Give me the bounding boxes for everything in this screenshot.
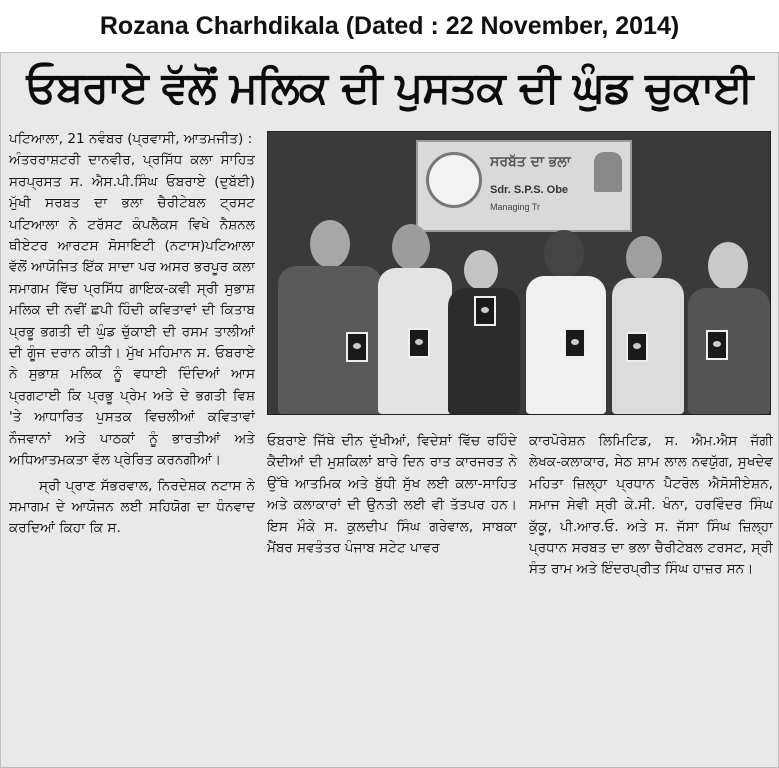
trust-logo-icon xyxy=(426,152,482,208)
person-figure xyxy=(522,230,608,414)
masthead xyxy=(0,0,779,52)
masthead-title: Rozana Charhdikala (Dated : 22 November, 2014) xyxy=(99,11,680,40)
person-figure xyxy=(272,220,384,414)
article-column-left xyxy=(9,129,255,763)
person-figure xyxy=(444,250,524,414)
photo-banner xyxy=(416,140,632,232)
person-figure xyxy=(374,224,454,414)
person-figure xyxy=(684,242,770,414)
article-headline: ਓਬਰਾਏ ਵੱਲੋਂ ਮਲਿਕ ਦੀ ਪੁਸਤਕ ਦੀ ਘੁੰਡ ਚੁਕਾਈ xyxy=(26,63,753,113)
banner-role: Managing Tr xyxy=(490,202,541,212)
article-dateline: ਪਟਿਆਲਾ, 21 ਨਵੰਬਰ (ਪ੍ਰਵਾਸੀ, ਆਤਮਜੀਤ) : xyxy=(9,131,253,147)
article-paragraph: ਸ੍ਰੀ ਪ੍ਰਾਣ ਸੱਭਰਵਾਲ, ਨਿਰਦੇਸ਼ਕ ਨਟਾਸ ਨੇ ਸਮਾਗਮ ਦੇ ਆਯੋਜਨ ਲਈ ਸਹਿਯੋਗ ਦਾ ਧੰਨਵਾਦ ਕਰਦਿਆਂ ਕਿਹਾ ਕਿ ਸ. xyxy=(9,477,255,537)
person-figure xyxy=(608,236,686,414)
banner-title: ਸਰਬੱਤ ਦਾ ਭਲਾ xyxy=(490,154,571,170)
article-column-middle xyxy=(267,431,517,661)
banner-name: Sdr. S.P.S. Obe xyxy=(490,184,569,196)
event-photo xyxy=(267,131,771,415)
article-paragraph: ਓਬਰਾਏ ਜਿੱਥੇ ਦੀਨ ਦੁੱਖੀਆਂ, ਵਿਦੇਸ਼ਾਂ ਵਿੱਚ ਰਹਿੰਦੇ ਕੈਦੀਆਂ ਦੀ ਮੁਸ਼ਕਿਲਾਂ ਬਾਰੇ ਦਿਨ ਰਾਤ ਕਾਰਜਰਤ ਨੇ ਉੱਥੇ ਆਤਮਿਕ ਅਤੇ ਬੁੱਧੀ ਸੁੱਖ ਲਈ ਕਲਾ-ਸਾਹਿਤ ਅਤੇ ਕਲਾਕਾਰਾਂ ਦੀ ਉਨਤੀ ਲਈ ਵੀ ਤੱਤਪਰ ਹਨ। ਇਸ ਮੌਕੇ ਸ. ਕੁਲਦੀਪ ਸਿੰਘ ਗਰੇਵਾਲ, ਸਾਬਕਾ ਮੈਂਬਰ ਸਵਤੰਤਰ ਪੰਜਾਬ ਸਟੇਟ ਪਾਵਰ xyxy=(267,433,517,557)
banner-portrait xyxy=(594,152,622,192)
article-paragraph: ਅੰਤਰਰਾਸ਼ਟਰੀ ਦਾਨਵੀਰ, ਪ੍ਰਸਿੱਧ ਕਲਾ ਸਾਹਿਤ ਸਰਪ੍ਰਸਤ ਸ. ਐਸ.ਪੀ.ਸਿੰਘ ਓਬਰਾਏ (ਦੁਬੱਈ) ਮੁੱਖੀ ਸਰਬਤ ਦਾ ਭਲਾ ਚੈਰੀਟੇਬਲ ਟ੍ਰਸਟ ਪਟਿਆਲਾ ਨੇ ਟਰੱਸਟ ਕੰਪਲੈਕਸ ਵਿਖੇ ਨੈਸ਼ਨਲ ਥੀਏਟਰ ਆਰਟਸ ਸੋਸਾਇਟੀ (ਨਟਾਸ)ਪਟਿਆਲਾ ਵੱਲੋਂ ਆਯੋਜਿਤ ਇੱਕ ਸਾਦਾ ਪਰ ਅਸਰ ਭਰਪੂਰ ਕਲਾ ਸਮਾਗਮ ਵਿੱਚ ਪ੍ਰਸਿੱਧ ਗਾਇਕ-ਕਵੀ ਸ੍ਰੀ ਸੁਭਾਸ਼ ਮਲਿਕ ਦੀ ਨਵੀਂ ਛਪੀ ਹਿੰਦੀ ਕਵਿਤਾਵਾਂ ਦੀ ਕਿਤਾਬ ਪ੍ਰਭੂ ਭਗਤੀ ਦੀ ਘੁੰਡ ਚੁੱਕਾਈ ਦੀ ਰਸਮ ਤਾਲੀਆਂ ਦੀ ਗੂੰਜ ਦਰਾਨ ਕੀਤੀ। ਮੁੱਖ ਮਹਿਮਾਨ ਸ. ਓਬਰਾਏ ਨੇ ਸੁਭਾਸ਼ ਮਲਿਕ ਨੂੰ ਵਧਾਈ ਦਿੰਦਿਆਂ ਆਸ ਪ੍ਰਗਟਾਈ ਕਿ ਪ੍ਰਭੂ ਪ੍ਰੇਮ ਅਤੇ ਦੇ ਭਗਤੀ ਵਿਸ਼ 'ਤੇ ਆਧਾਰਿਤ ਪੁਸਤਕ ਵਿਚਲੀਆਂ ਕਵਿਤਾਵਾਂ ਨੌਜਵਾਨਾਂ ਅਤੇ ਪਾਠਕਾਂ ਨੂੰ ਭਾਰਤੀਆਂ ਅਤੇ ਅਧਿਆਤਮਕਤਾ ਵੱਲ ਪ੍ਰੇਰਿਤ ਕਰਨਗੀਆਂ। xyxy=(9,152,255,469)
article-column-right xyxy=(529,431,773,661)
newspaper-clipping xyxy=(0,52,779,768)
article-paragraph: ਕਾਰਪੋਰੇਸ਼ਨ ਲਿਮਿਟਿਡ, ਸ. ਐਮ.ਐਸ ਜੱਗੀ ਲੇਖਕ-ਕਲਾਕਾਰ, ਸੇਠ ਸ਼ਾਮ ਲਾਲ ਨਵਯੁੱਗ, ਸੁਖਦੇਵ ਮਹਿਤਾ ਜ਼ਿਲ੍ਹਾ ਪ੍ਰਧਾਨ ਪੈਟਰੋਲ ਐਸੋਸੀਏਸ਼ਨ, ਸਮਾਜ ਸੇਵੀ ਸ੍ਰੀ ਕੇ.ਸੀ. ਖੰਨਾ, ਹਰਵਿੰਦਰ ਸਿੰਘ ਕੁੱਕੂ, ਪੀ.ਆਰ.ਓ. ਅਤੇ ਸ. ਜੱਸਾ ਸਿੰਘ ਜ਼ਿਲ੍ਹਾ ਪ੍ਰਧਾਨ ਸਰਬਤ ਦਾ ਭਲਾ ਚੈਰੀਟੇਬਲ ਟਰਸਟ, ਸ੍ਰੀ ਸੰਤ ਰਾਮ ਅਤੇ ਇੰਦਰਪ੍ਰੀਤ ਸਿੰਘ ਹਾਜ਼ਰ ਸਨ। xyxy=(529,433,773,578)
